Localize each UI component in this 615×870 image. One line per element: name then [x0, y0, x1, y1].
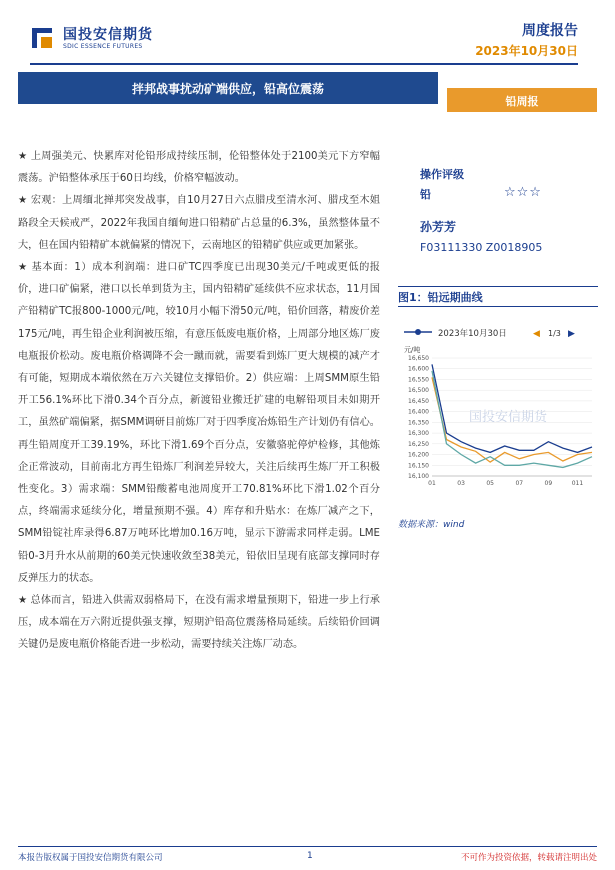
y-tick-label: 16,600: [408, 365, 429, 373]
y-tick-label: 16,650: [408, 355, 429, 362]
rating-metal: 铅: [420, 188, 431, 201]
paragraph-conclusion: ★ 总体而言，铅进入供需双弱格局下，在没有需求增量预期下，铅进一步上行承压，成本端在万六附近提供强支撑，短期沪铅高位震荡格局延续。后续铅价回调关键仍是废电瓶价格能否进一步松动，需要持续关注炼厂动态。: [18, 595, 380, 651]
figure-title-rule: [398, 306, 598, 307]
forward-curve-chart: [398, 318, 598, 498]
y-tick-label: 16,400: [408, 408, 429, 416]
logo-mark-icon: [30, 26, 54, 50]
report-type: 周度报告: [522, 23, 578, 39]
figure-source: 数据来源：wind: [398, 520, 465, 530]
x-tick-label: 03: [457, 480, 465, 487]
y-tick-label: 16,300: [408, 430, 429, 438]
analyst-license-ids: F03111330 Z0018905: [420, 241, 543, 254]
legend-marker: [415, 329, 421, 335]
y-tick-label: 16,500: [408, 387, 429, 395]
y-tick-label: 16,550: [408, 376, 429, 384]
chart-watermark: 国投安信期货: [468, 410, 548, 425]
paragraph-fundamentals: ★ 基本面：1）成本利润端：进口矿TC四季度已出现30美元/千吨或更低的报价，进口矿偏紧，港口以长单到货为主，国内铅精矿延续供不应求状态，11月国产铅精矿TC报800-1000元/吨，较10月小幅下滑50元/吨，铅价回落，精废价差175元/吨，再生铅企业利润被压缩，有意压低废电瓶价格，上周部分地区炼厂废电瓶报价松动。废电瓶价格调降不会一蹴而就，需要看到炼厂更大规模的减产才有可能，短期成本端依然在万六关键位支撑铅价。2）供应端：上周SMM原生铅开工56.1%环比下滑0.34个百分点，新渡铅业搬迁扩建的电解铅项目未如期开工，虽然矿端偏紧，据SMM调研目前炼厂对于四季度冶炼铅生产计划仍有信心。再生铅周度开工39.19%，环比下滑1.69个百分点，安徽骆驼停炉检修，其他炼企正常波动，目前南北方再生铅炼厂利润差异较大，关注后续再生炼厂开工积极性变化。3）需求端：SMM铅酸蓄电池周度开工70.81%环比下滑1.02个百分点，终端需求延续分化，增量预期不强。4）库存和升贴水：在炼厂减产之下，SMM铅锭社库录得6.87万吨环比增加0.16万吨，显示下游需求同样走弱。LME铅0-3月升水从前期的60美元快速收敛至38美元，铅依旧呈现有底部支撑同时存反弹压力的状态。: [18, 262, 380, 584]
x-tick-label: 011: [571, 480, 584, 487]
header-divider: [30, 63, 578, 65]
y-axis-unit: 元/吨: [404, 346, 421, 354]
disclaimer-notice: 不可作为投资依据，转载请注明出处: [460, 853, 597, 863]
company-logo: [30, 22, 230, 58]
report-title: 拌邦战事扰动矿端供应，铅高位震荡: [131, 82, 324, 96]
x-tick-label: 09: [544, 480, 553, 487]
company-name-cn: 国投安信期货: [63, 27, 153, 43]
paragraph-macro: ★ 宏观：上周缅北掸邦突发战事，自10月27日六点腊戌至清水河、腊戌至木姐路段全天候戒严，2022年我国自缅甸进口铅精矿占总量的6.3%，虽然整体量不大，但在国内铅精矿本就偏紧的情况下，云南地区的铅精矿供应或更加紧张。: [18, 195, 380, 251]
x-tick-label: 05: [486, 480, 495, 487]
chart-svg: [398, 318, 598, 498]
y-tick-label: 16,450: [408, 397, 429, 405]
legend-next-arrow[interactable]: ▶: [568, 329, 575, 339]
y-tick-label: 16,250: [408, 440, 429, 448]
rating-stars: ☆☆☆: [504, 185, 542, 200]
series-line-1: [432, 364, 592, 452]
company-name-en: SDIC ESSENCE FUTURES: [63, 43, 143, 50]
report-date: 2023年10月30日: [475, 44, 578, 58]
report-category-label: 铅周报: [505, 95, 539, 108]
x-tick-label: 07: [515, 480, 524, 487]
report-category-tag: [447, 88, 597, 112]
figure-top-rule: [398, 286, 598, 287]
rating-row: [420, 186, 580, 202]
paragraph-summary: ★ 上周强美元、快累库对伦铅形成持续压制，伦铅整体处于2100美元下方窄幅震荡。沪铅整体承压于60日均线，价格窄幅波动。: [18, 151, 380, 185]
copyright-notice: 本报告版权属于国投安信期货有限公司: [18, 853, 163, 863]
rating-heading: 操作评级: [420, 168, 464, 181]
figure-title: 图1：铅远期曲线: [398, 291, 483, 304]
legend-prev-arrow[interactable]: ◀: [533, 329, 540, 339]
title-banner: [18, 72, 438, 104]
footer-divider: [18, 846, 597, 847]
page-number: 1: [307, 851, 313, 861]
x-tick-label: 01: [428, 480, 436, 487]
y-tick-label: 16,100: [408, 473, 429, 480]
analyst-name: 孙芳芳: [420, 220, 457, 234]
y-tick-label: 16,200: [408, 451, 429, 459]
y-tick-label: 16,350: [408, 419, 429, 427]
legend-pager: 1/3: [548, 329, 561, 338]
y-tick-label: 16,150: [408, 462, 429, 470]
report-body: [18, 146, 380, 657]
legend-label: 2023年10月30日: [438, 329, 507, 339]
